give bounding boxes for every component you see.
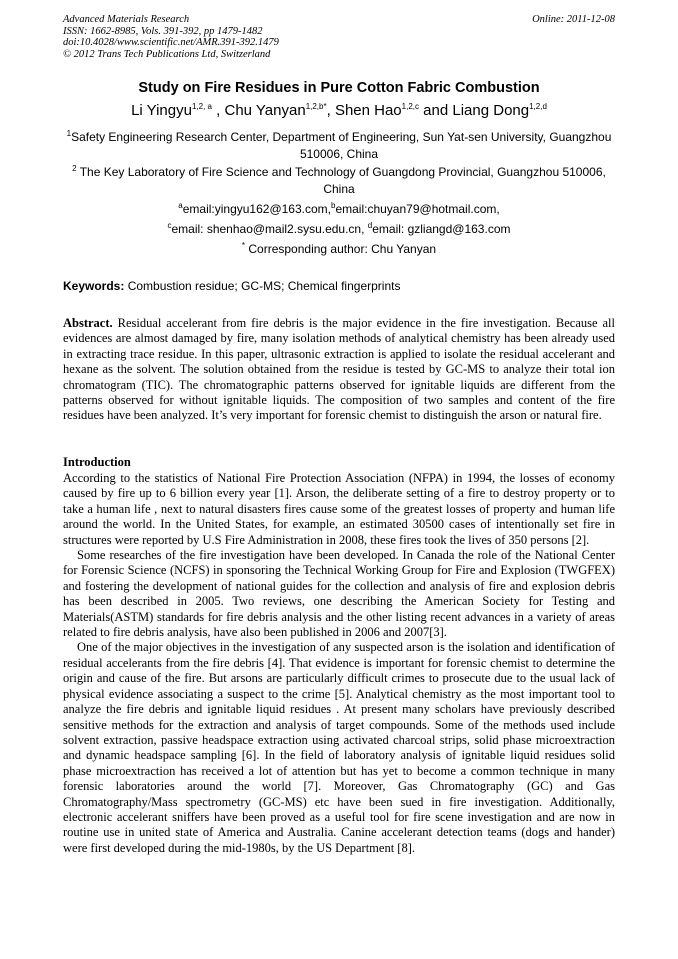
journal-name: Advanced Materials Research	[63, 14, 190, 25]
abstract-text: Residual accelerant from fire debris is the major evidence in the fire investigation. Because all evidences are almost damaged by fire, many isolation methods of analytical chemistry has been already used in extracting trace residue. In this paper, ultrasonic extraction is applied to isolate the residual accelerant and hexane as the solvent. The solution obtained from the residue is tested by GC-MS to analyze their total ion chromatogram (TIC). The chromatographic patterns observed for ignitable liquids are different from the patterns observed for without ignitable liquids. The composition of two samples and content of the fire residues have been analyzed. It’s very important for forensic chemist to distinguish the arson or natural fire.	[63, 316, 615, 423]
abstract-label: Abstract.	[63, 316, 113, 330]
introduction-heading: Introduction	[63, 455, 131, 469]
author-name: Chu Yanyan	[224, 102, 306, 119]
introduction-body	[63, 471, 615, 856]
paragraph: One of the major objectives in the investigation of any suspected arson is the isolation and identification of residual accelerants from the fire debris [4]. That evidence is important for forensic chemist to determine the origin and cause of the fire. But arsons are particularly difficult crimes to prosecute due to the usual lack of physical evidence associating a suspect to the crime [5]. Analytical chemistry as the most important tool to analyze the fire debris and ignitable liquid residues . At present many scholars have previously described sensitive methods for the extraction and analysis of target compounds. Some of the methods used include solvent extraction, passive headspace extraction using activated charcoal strips, solid phase microextraction and dynamic headspace sampling [6]. In the field of laboratory analysis of ignitable liquid residues solid phase microextraction has received a lot of attention but has yet to become a common technique in many forensic laboratories around the world [7]. Moreover, Gas Chromatography (GC) and Gas Chromatography/Mass spectrometry (GC-MS) etc have been sued in fire investigation. Additionally, electronic accelerant sniffers have been proved as a useful tool for fire scene investigation and are now in routine use in united state of America and Australia. Canine accelerant detection teams (dogs and hander) were first developed during the mid-1980s, by the US Department [8].	[63, 640, 615, 855]
email-d: email: gzliangd@163.com	[372, 222, 511, 236]
doi-line: doi:10.4028/www.scientific.net/AMR.391-392.1479	[63, 37, 279, 48]
keywords-text: Combustion residue; GC-MS; Chemical fingerprints	[124, 279, 401, 293]
email-c: email: shenhao@mail2.sysu.edu.cn,	[171, 222, 368, 236]
affiliation-1: $^1$Safety Engineering Research Center, Department of Engineering, Sun Yat-sen University, Guangzhou 510006, China	[66, 129, 612, 161]
abstract	[63, 316, 615, 424]
issn-line: ISSN: 1662-8985, Vols. 391-392, pp 1479-1482	[63, 25, 263, 37]
author-sup: 1,2, a	[191, 102, 212, 111]
email-line-2: $^c$email: shenhao@mail2.sysu.edu.cn, $^d$email: gzliangd@163.com	[167, 221, 511, 236]
paragraph: According to the statistics of National Fire Protection Association (NFPA) in 1994, the losses of economy caused by fire up to 6 billion every year [1]. Arson, the deliberate setting of a fire to destroy property or to take a human life , next to natural disasters fires cause some of the greatest losses of property and human life around the world. In the United States, for example, an estimated 30500 cases of intentionally set fire in structures were reported by U.S Fire Administration in 2008, these fires took the lives of 350 persons [2].	[63, 471, 615, 547]
affiliation-2: $^2$ The Key Laboratory of Fire Science and Technology of Guangdong Provincial, Guangzhou 510006, China	[72, 164, 606, 196]
author-sup: 1,2,c	[401, 102, 419, 111]
email-b: email:chuyan79@hotmail.com,	[335, 202, 500, 216]
email-a: email:yingyu162@163.com,	[182, 202, 331, 216]
author-name: Liang Dong	[452, 102, 530, 119]
journal-header	[63, 14, 615, 60]
corresponding-author: * Corresponding author: Chu Yanyan	[241, 241, 437, 256]
online-date: Online: 2011-12-08	[532, 14, 615, 25]
keywords	[63, 279, 623, 293]
author-sup: 1,2,d	[529, 102, 547, 111]
paragraph: Some researches of the fire investigation have been developed. In Canada the role of the National Center for Forensic Science (NCFS) in sponsoring the Technical Working Group for Fire and Explosion (TWGFEX) and fostering the development of national guides for the collection and analysis of fire and explosion debris has been described in 2005. Two reviews, one describing the American Society for Testing and Materials(ASTM) standards for fire debris analysis and the other listing recent advances in a variety of areas related to fire debris analysis, have also been published in 2006 and 2007[3].	[63, 548, 615, 640]
copyright-line: © 2012 Trans Tech Publications Ltd, Switzerland	[63, 48, 271, 60]
author-name: Shen Hao	[334, 102, 402, 119]
email-line-1: $^a$email:yingyu162@163.com,$^b$email:chuyan79@hotmail.com,	[178, 201, 500, 216]
keywords-label: Keywords:	[63, 279, 125, 293]
paper-title: Study on Fire Residues in Pure Cotton Fabric Combustion	[138, 80, 540, 96]
author-list: Li Yingyu$^{1,2, a}$ , Chu Yanyan$^{1,2,b*}$, Shen Hao$^{1,2,c}$ and Liang Dong$^{1,2,d}$	[131, 102, 547, 119]
author-name: Li Yingyu	[131, 102, 192, 119]
author-sup: 1,2,b*	[305, 102, 327, 111]
